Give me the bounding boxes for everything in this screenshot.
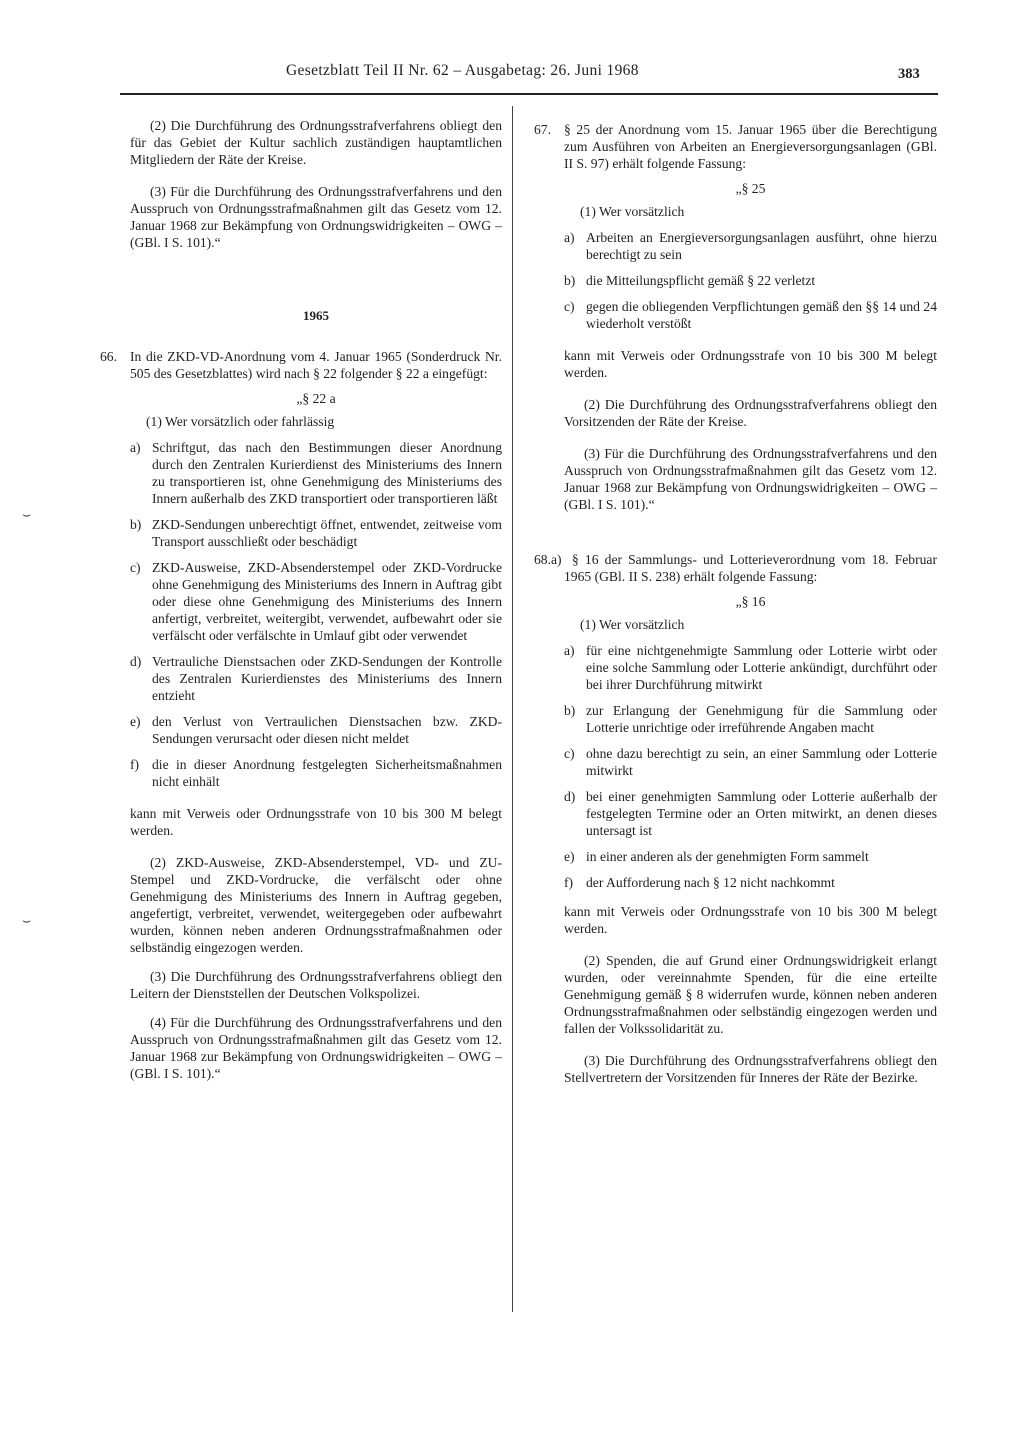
sub-point-a [564,229,937,263]
item-number: 66. [100,349,117,364]
sub-point-text: bei einer genehmigten Sammlung oder Lotterie außerhalb der festgelegten Termine oder an Orten mitwirkt, an denen dieses untersagt ist [586,789,937,838]
sub-point-text: Vertrauliche Dienstsachen oder ZKD-Sendungen der Kontrolle des Zentralen Kurierdienstes des Ministeriums des Innern entzieht [152,654,502,703]
sub-point-label: c) [564,746,575,761]
paragraph-heading: „§ 22 a [296,391,336,406]
paragraph-2: (2) Die Durchführung des Ordnungsstrafverfahrens obliegt den Vorsitzenden der Räte der Kreise. [564,397,937,429]
margin-mark: ⌣ [22,914,32,929]
item-67 [534,121,937,513]
item-intro: In die ZKD-VD-Anordnung vom 4. Januar 1965 (Sonderdruck Nr. 505 des Gesetzblattes) wird nach § 22 folgender § 22 a eingefügt: [130,349,502,381]
sub-point-label: e) [564,849,575,864]
paragraph-2: (2) Spenden, die auf Grund einer Ordnungswidrigkeit erlangt wurden, oder vereinnahmte Spenden, für die eine erteilte Genehmigung gemäß § 8 widerrufen wurde, können neben anderen Ordnungsstrafmaßnahmen oder selbständig eingezogen werden und fallen der Volkssolidarität zu. [564,953,937,1036]
paragraph-3: (3) Die Durchführung des Ordnungsstrafverfahrens obliegt den Stellvertretern der Vorsitzenden für Inneres der Räte der Bezirke. [564,1053,937,1085]
item-intro: § 16 der Sammlungs- und Lotterieverordnung vom 18. Februar 1965 (GBl. II S. 238) erhält folgende Fassung: [564,552,937,584]
sub-point-label: f) [130,757,140,772]
sub-point-c [564,745,937,779]
sub-point-c [130,559,502,644]
paragraph-heading: „§ 16 [735,594,766,609]
sub-point-text: den Verlust von Vertraulichen Dienstsachen bzw. ZKD-Sendungen verursacht oder diesen nicht meldet [152,714,502,746]
sub-point-e [564,848,937,865]
sub-point-label: d) [564,789,576,804]
sub-point-label: b) [130,517,142,532]
sub-point-text: gegen die obliegenden Verpflichtungen gemäß den §§ 14 und 24 wiederholt verstößt [586,299,937,331]
paragraph-4: (4) Für die Durchführung des Ordnungsstrafverfahrens und den Ausspruch von Ordnungsstrafmaßnahmen gilt das Gesetz vom 12. Januar 1968 zur Bekämpfung von Ordnungswidrigkeiten – OWG – (GBl. I S. 101).“ [130,1015,502,1081]
penalty-text: kann mit Verweis oder Ordnungsstrafe von 10 bis 300 M belegt werden. [130,806,502,838]
running-header-title: Gesetzblatt Teil II Nr. 62 – Ausgabetag: 26. Juni 1968 [286,62,639,79]
sub-point-label: e) [130,714,141,729]
sub-point-text: Schriftgut, das nach den Bestimmungen dieser Anordnung durch den Zentralen Kurierdienst des Ministeriums des Innern zu transportieren ist, ohne Genehmigung des Ministeriums des Innern außerhalb des ZKD transportiert oder transportieren läßt [152,440,502,506]
sub-point-f [564,874,937,891]
sub-point-b [564,272,937,289]
header-rule [120,93,938,95]
sub-point-f [130,756,502,790]
item-intro: § 25 der Anordnung vom 15. Januar 1965 über die Berechtigung zum Ausführen von Arbeiten an Energieversorgungsanlagen (GBl. II S. 97) erhält folgende Fassung: [564,122,937,171]
sub-point-text: die Mitteilungspflicht gemäß § 22 verletzt [586,273,816,288]
sub-point-label: d) [130,654,142,669]
sub-point-label: b) [564,703,576,718]
sub-point-a [564,642,937,693]
year-heading: 1965 [303,308,329,323]
sub-point-d [564,788,937,839]
sub-point-label: a) [564,643,575,658]
sub-point-label: b) [564,273,576,288]
sub-point-d [130,653,502,704]
sub-point-label: f) [564,875,574,890]
sub-point-text: zur Erlangung der Genehmigung für die Sammlung oder Lotterie unrichtige oder irreführende Angaben macht [586,703,937,735]
condition-text: (1) Wer vorsätzlich [580,204,685,219]
column-divider [512,106,513,1312]
sub-point-text: ohne dazu berechtigt zu sein, an einer Sammlung oder Lotterie mitwirkt [586,746,937,778]
sub-point-b [564,702,937,736]
margin-mark: ⌣ [22,508,32,523]
left-column [100,117,502,1082]
sub-point-a [130,439,502,507]
item-number: 67. [534,122,551,137]
sub-point-b [130,516,502,550]
sub-point-text: Arbeiten an Energieversorgungsanlagen ausführt, ohne hierzu berechtigt zu sein [586,230,937,262]
sub-point-text: in einer anderen als der genehmigten Form sammelt [586,849,869,864]
paragraph-2: (2) ZKD-Ausweise, ZKD-Absenderstempel, VD- und ZU-Stempel und ZKD-Vordrucke, die verfälscht oder ohne Genehmigung des Ministeriums des Innern in Auftrag gegeben, angefertigt, verbreitet, verwendet, weitergegeben oder aufbewahrt wurden, können neben anderen Ordnungsstrafmaßnahmen oder selbständig eingezogen werden. [130,855,502,955]
sub-point-label: c) [564,299,575,314]
left-paragraph-2: (2) Die Durchführung des Ordnungsstrafverfahrens obliegt den für das Gebiet der Kultur sachlich zuständigen hauptamtlichen Mitgliedern der Räte der Kreise. [130,118,502,167]
item-number: 68.a) [534,552,562,567]
condition-text: (1) Wer vorsätzlich oder fahrlässig [146,414,335,429]
sub-point-e [130,713,502,747]
sub-point-text: die in dieser Anordnung festgelegten Sicherheitsmaßnahmen nicht einhält [152,757,502,789]
paragraph-3: (3) Die Durchführung des Ordnungsstrafverfahrens obliegt den Leitern der Dienststellen der Deutschen Volkspolizei. [130,969,502,1001]
item-68 [534,551,937,1086]
sub-point-c [564,298,937,332]
sub-point-label: c) [130,560,141,575]
sub-point-label: a) [564,230,575,245]
item-66 [100,348,502,1082]
condition-text: (1) Wer vorsätzlich [580,617,685,632]
right-column [534,121,937,1086]
penalty-text: kann mit Verweis oder Ordnungsstrafe von 10 bis 300 M belegt werden. [564,348,937,380]
sub-point-label: a) [130,440,141,455]
left-paragraph-3: (3) Für die Durchführung des Ordnungsstrafverfahrens und den Ausspruch von Ordnungsstrafmaßnahmen gilt das Gesetz vom 12. Januar 1968 zur Bekämpfung von Ordnungswidrigkeiten – OWG – (GBl. I S. 101).“ [130,184,502,250]
sub-point-text: ZKD-Sendungen unberechtigt öffnet, entwendet, zeitweise vom Transport ausschließt oder beschädigt [152,517,502,549]
penalty-text: kann mit Verweis oder Ordnungsstrafe von 10 bis 300 M belegt werden. [564,904,937,936]
paragraph-heading: „§ 25 [735,181,766,196]
sub-point-text: der Aufforderung nach § 12 nicht nachkommt [586,875,835,890]
page-number: 383 [898,66,920,82]
sub-point-text: für eine nichtgenehmigte Sammlung oder Lotterie wirbt oder eine solche Sammlung oder Lotterie ankündigt, durchführt oder bei ihrer Durchführung mitwirkt [586,643,937,692]
paragraph-3: (3) Für die Durchführung des Ordnungsstrafverfahrens und den Ausspruch von Ordnungsstrafmaßnahmen gilt das Gesetz vom 12. Januar 1968 zur Bekämpfung von Ordnungswidrigkeiten – OWG – (GBl. I S. 101).“ [564,446,937,512]
sub-point-text: ZKD-Ausweise, ZKD-Absenderstempel oder ZKD-Vordrucke ohne Genehmigung des Ministeriums des Innern in Auftrag gibt oder diese ohne Genehmigung des Ministeriums des Innern anfertigt, verbreitet, weitergibt, verwendet, aufbewahrt oder sie verfälscht oder verfälschte in Umlauf gibt oder verwendet [152,560,502,643]
